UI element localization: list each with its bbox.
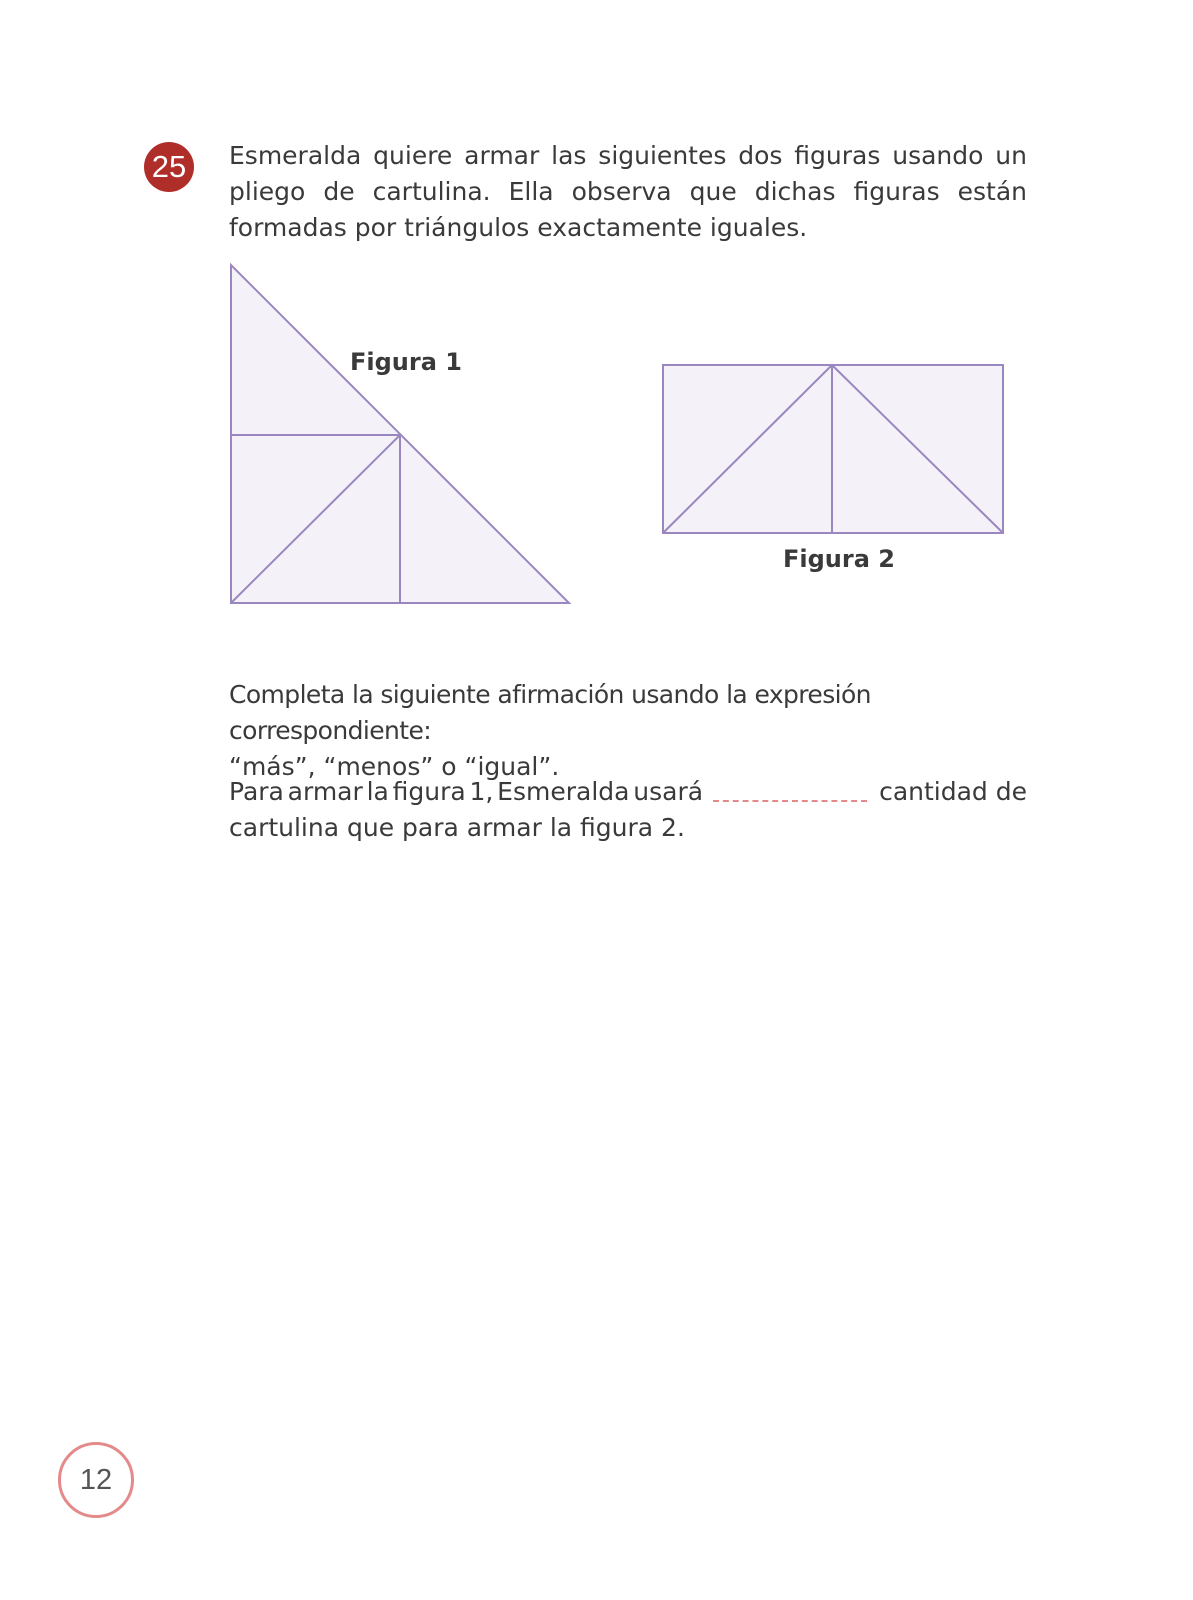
word: 1, [469, 777, 494, 806]
word: Esmeralda [497, 777, 630, 806]
fill-in-after-blank: cantidad de [879, 777, 1027, 806]
figure-2 [663, 365, 1003, 533]
word: figura [392, 777, 466, 806]
figure-2-label: Figura 2 [783, 545, 895, 573]
word: Para [229, 777, 284, 806]
instruction-text [229, 677, 1027, 785]
question-statement: Esmeralda quiere armar las siguientes dos figuras usando un pliego de cartulina. Ella observa que dichas figuras están formadas por triángulos exactamente iguales. [229, 141, 1027, 242]
figure-1 [231, 265, 569, 603]
answer-blank[interactable] [713, 792, 867, 802]
figure-1-label: Figura 1 [350, 348, 462, 376]
fill-in-before-blank [229, 774, 703, 810]
word: usará [633, 777, 704, 806]
fill-in-statement [229, 774, 1027, 846]
word: armar [287, 777, 363, 806]
word: la [366, 777, 389, 806]
page-number: 12 [58, 1442, 134, 1518]
fill-in-line-2: cartulina que para armar la figura 2. [229, 813, 685, 842]
instruction-line-2: “más”, “menos” o “igual”. [229, 752, 560, 781]
instruction-line-1: Completa la siguiente afirmación usando la expresión correspondiente: [229, 680, 871, 745]
figures-illustration [0, 0, 1193, 700]
fill-in-line-1 [229, 774, 1027, 810]
question-number-badge: 25 [144, 142, 194, 192]
